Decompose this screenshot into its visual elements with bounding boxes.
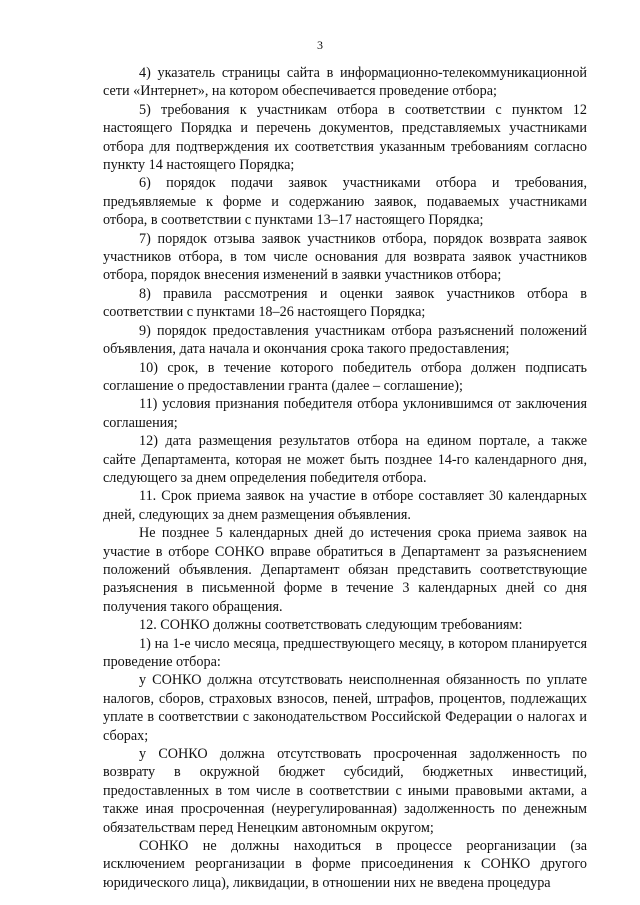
paragraph-item-5: 5) требования к участникам отбора в соответствии с пунктом 12 настоящего Порядка и перечень документов, представляемых участниками отбора для подтверждения их соответствия указанным требованиям согласно пункту 14 настоящего Порядка; [103,101,587,174]
paragraph-item-9: 9) порядок предоставления участникам отбора разъяснений положений объявления, дата начала и окончания срока такого предоставления; [103,322,587,358]
paragraph-budget-debt: у СОНКО должна отсутствовать просроченная задолженность по возврату в окружной бюджет субсидий, бюджетных инвестиций, предоставленных в том числе в соответствии с иными правовыми актами, а также иная просроченная (неурегулированная) задолженность по денежным обязательствам перед Ненецким автономным округом; [103,746,587,836]
paragraph-clause-12: 12. СОНКО должны соответствовать следующим требованиям: [139,617,523,634]
document-body [103,64,587,892]
paragraph-item-7: 7) порядок отзыва заявок участников отбора, порядок возврата заявок участников отбора, в том числе основания для возврата заявок участников отбора, порядок внесения изменений в заявки участников отбора; [103,230,587,284]
paragraph-reorganization: СОНКО не должны находиться в процессе реорганизации (за исключением реорганизации в форме присоединения к СОНКО другого юридического лица), ликвидации, в отношении них не введена процедура [103,838,587,891]
paragraph-item-8: 8) правила рассмотрения и оценки заявок участников отбора в соответствии с пунктами 18–26 настоящего Порядка; [103,285,587,321]
paragraph-clarification: Не позднее 5 календарных дней до истечения срока приема заявок на участие в отборе СОНКО вправе обратиться в Департамент за разъяснением положений объявления. Департамент обязан представить соответствующие разъяснения в письменной форме в течение 3 календарных дней со дня получения такого обращения. [103,525,587,615]
paragraph-tax-debt: у СОНКО должна отсутствовать неисполненная обязанность по уплате налогов, сборов, страховых взносов, пеней, штрафов, процентов, подлежащих уплате в соответствии с законодательством Российской Федерации о налогах и сборах; [103,672,587,744]
paragraph-item-12: 12) дата размещения результатов отбора на едином портале, а также сайте Департамента, которая не может быть позднее 14-го календарного дня, следующего за днем определения победителя отбора. [103,433,587,486]
paragraph-item-10: 10) срок, в течение которого победитель отбора должен подписать соглашение о предоставлении гранта (далее – соглашение); [103,359,587,394]
paragraph-item-4: 4) указатель страницы сайта в информационно-телекоммуникационной сети «Интернет», на котором обеспечивается проведение отбора; [103,65,587,100]
paragraph-requirement-1: 1) на 1-е число месяца, предшествующего месяцу, в котором планируется проведение отбора: [103,635,587,670]
paragraph-item-6: 6) порядок подачи заявок участниками отбора и требования, предъявляемые к форме и содержанию заявок, подаваемых участниками отбора, в соответствии с пунктами 13–17 настоящего Порядка; [103,175,587,229]
paragraph-item-11: 11) условия признания победителя отбора уклонившимся от заключения соглашения; [103,396,587,431]
paragraph-clause-11: 11. Срок приема заявок на участие в отборе составляет 30 календарных дней, следующих за днем размещения объявления. [103,488,587,523]
page-number: 3 [317,38,323,52]
